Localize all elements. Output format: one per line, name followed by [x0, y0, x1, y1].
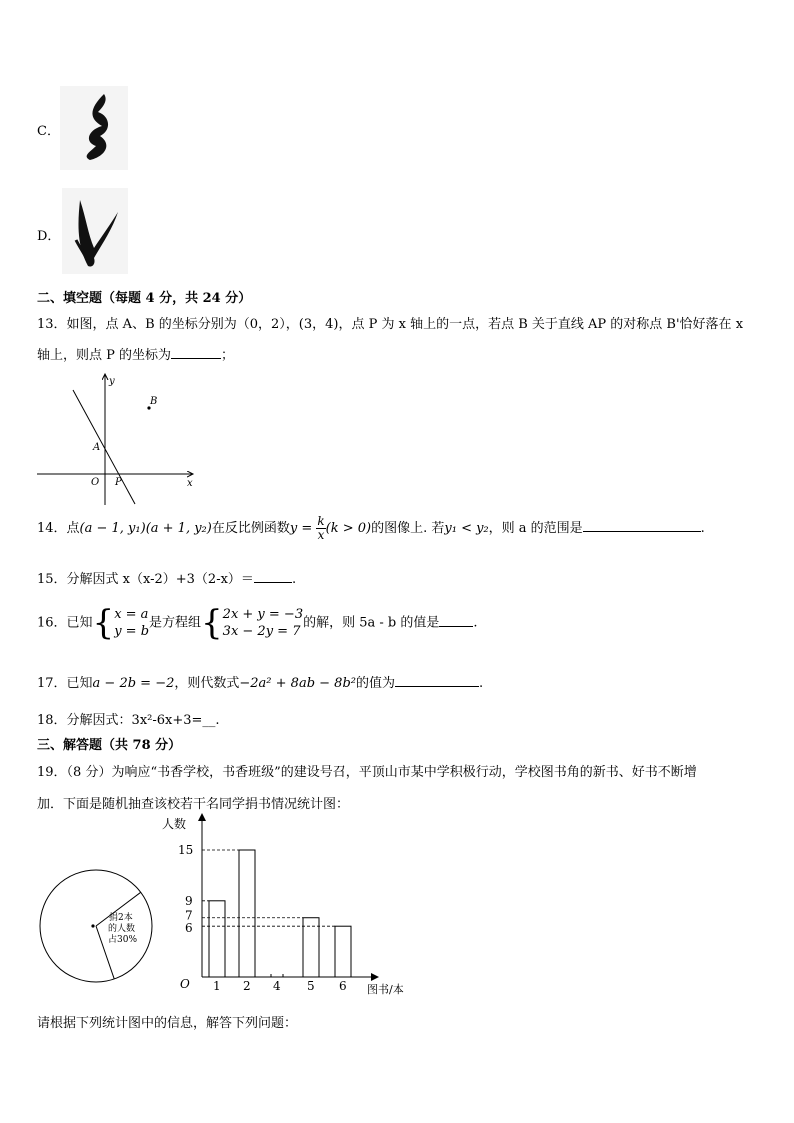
section-3-title: 三、解答题（共 78 分） [37, 738, 182, 753]
section-2-title: 二、填空题（每题 4 分，共 24 分） [37, 291, 252, 306]
q13-label-b: B [150, 396, 158, 407]
chart-ylabel: 人数 [162, 817, 187, 831]
q13-line-ap [73, 390, 135, 504]
bar-6 [335, 926, 351, 977]
q14: 14．点(a − 1, y₁)(a + 1, y₂)在反比例函数y = $\frac{k}{x}$ (k > 0)的图像上. 若y₁ < y₂，则 a 的范围是 . [37, 514, 705, 542]
option-d-label: D． [37, 229, 61, 244]
q13-figure [37, 370, 197, 510]
q13-label-a: A [93, 442, 101, 453]
pie-label-line3: 占30% [108, 935, 138, 945]
x-tick-6: 6 [339, 979, 347, 993]
q15-answer-blank[interactable] [254, 568, 292, 583]
q13-label-o: O [91, 477, 100, 488]
x-tick-2: 2 [243, 979, 251, 993]
bar-chart [160, 808, 420, 1000]
y-tick-7: 7 [185, 908, 193, 923]
pie-center [91, 924, 94, 927]
q13-label-p: P [115, 477, 122, 488]
q18-answer-blank[interactable]: __ [202, 713, 216, 728]
q17: 17．已知a − 2b = −2，则代数式−2a² + 8ab − 8b²的值为 . [37, 672, 483, 691]
pie-label-line1: 捐2本 [109, 913, 133, 923]
q15: 15．分解因式 x（x-2）+3（2-x）＝ . [37, 568, 296, 587]
chart-origin: O [180, 977, 190, 991]
q19-line2: 加．下面是随机抽查该校若干名同学捐书情况统计图： [37, 797, 350, 812]
x-tick-4: 4 [273, 979, 281, 993]
pie-label-line2: 的人数 [108, 924, 136, 934]
q16-answer-blank[interactable] [439, 612, 473, 627]
q13-answer-blank[interactable] [171, 344, 221, 359]
pie-chart [36, 866, 156, 986]
q18: 18．分解因式：3x²-6x+3=__. [37, 713, 220, 728]
q16: 16．已知{x = a y = b是方程组{2x + y = −3 3x − 2y = 7的解，则 5a - b 的值是 . [37, 603, 478, 643]
q19-line1: 19．（8 分）为响应“书香学校，书香班级”的建设号召，平顶山市某中学积极行动，学校图书角的新书、好书不断增 [37, 765, 697, 780]
y-tick-9: 9 [185, 893, 193, 908]
bar-2 [239, 850, 255, 977]
q13-label-x: x [187, 478, 193, 489]
option-c-label: C． [37, 124, 60, 139]
x-tick-5: 5 [307, 979, 315, 993]
x-tick-1: 1 [213, 979, 221, 993]
q13-line2: 轴上，则点 P 的坐标为 ； [37, 344, 234, 363]
q14-answer-blank[interactable] [583, 517, 701, 532]
q13-label-y: y [109, 376, 115, 387]
bar-1 [209, 901, 225, 977]
q13-line1: 13．如图，点 A、B 的坐标分别为（0，2），(3，4)，点 P 为 x 轴上的一点，若点 B 关于直线 AP 的对称点 B'恰好落在 x [37, 317, 744, 332]
q14-fraction: $\frac{k}{x}$ [317, 514, 325, 542]
y-tick-15: 15 [178, 843, 194, 857]
y-tick-6: 6 [185, 921, 193, 936]
option-d-image [62, 188, 128, 274]
option-c-image [60, 86, 128, 170]
q17-answer-blank[interactable] [395, 672, 479, 687]
chart-xlabel: 图书/本 [367, 983, 404, 996]
bar-5 [303, 918, 319, 977]
q19-footer: 请根据下列统计图中的信息，解答下列问题： [37, 1016, 298, 1031]
